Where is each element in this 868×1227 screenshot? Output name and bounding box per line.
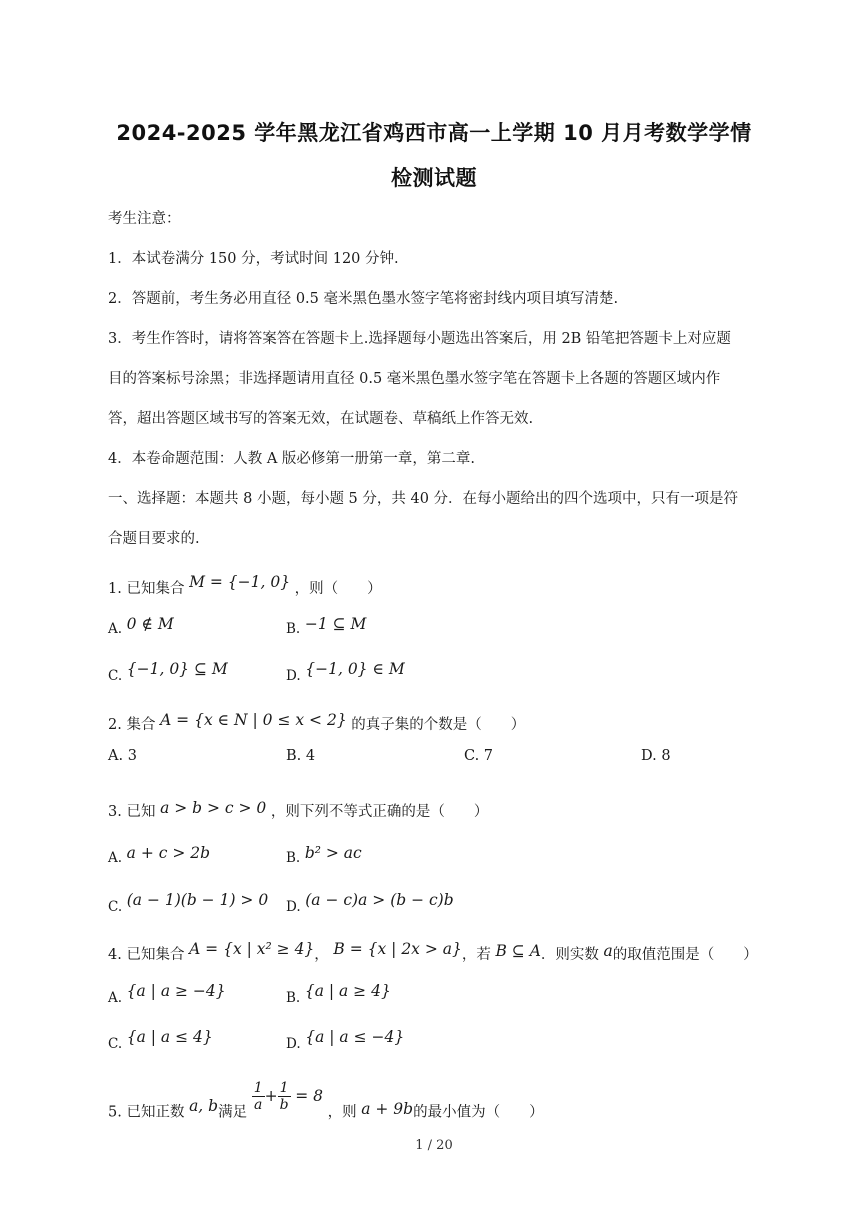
- notice-item-3-cont2: 答，超出答题区域书写的答案无效，在试题卷、草稿纸上作答无效.: [108, 411, 534, 427]
- q3-option-c: C. (a − 1)(b − 1) > 0: [108, 891, 269, 915]
- q1-option-b: B. −1 ⊆ M: [286, 615, 367, 637]
- section-heading-line2: 合题目要求的.: [108, 531, 200, 547]
- q3-option-a: A. a + c > 2b: [108, 844, 211, 866]
- q4-option-c: C. {a | a ≤ 4}: [108, 1028, 213, 1052]
- notice-item-3: 3．考生作答时，请将答案答在答题卡上.选择题每小题选出答案后，用 2B 铅笔把答题卡上对应题: [108, 331, 731, 347]
- q3-option-b: B. b² > ac: [286, 844, 362, 866]
- q4-option-a: A. {a | a ≥ −4}: [108, 982, 226, 1006]
- q2-option-b: B. 4: [286, 748, 316, 764]
- q2-option-d: D. 8: [641, 748, 671, 764]
- question-2-stem: 2. 集合 A = {x ∈ N | 0 ≤ x < 2} 的真子集的个数是（ ）: [108, 711, 526, 733]
- q2-math: A = {x ∈ N | 0 ≤ x < 2}: [160, 711, 347, 729]
- q1-option-c: C. {−1, 0} ⊆ M: [108, 660, 228, 684]
- q3-option-d: D. (a − c)a > (b − c)b: [286, 891, 454, 915]
- q2-option-c: C. 7: [464, 748, 494, 764]
- q1-pre: 1. 已知集合: [108, 581, 185, 597]
- section-heading-line1: 一、选择题：本题共 8 小题，每小题 5 分，共 40 分．在每小题给出的四个选项中，只有一项是符: [108, 491, 739, 507]
- q1-option-a: A. 0 ∉ M: [108, 615, 174, 637]
- notice-item-3-cont: 目的答案标号涂黑；非选择题请用直径 0.5 毫米黑色墨水签字笔在答题卡上各题的答题区域内作: [108, 371, 721, 387]
- q1-math: M = {−1, 0}: [189, 573, 291, 591]
- question-3-stem: 3. 已知 a > b > c > 0 ，则下列不等式正确的是（ ）: [108, 799, 489, 820]
- q4-option-d: D. {a | a ≤ −4}: [286, 1028, 405, 1052]
- q2-option-a: A. 3: [108, 748, 137, 764]
- q1-option-d: D. {−1, 0} ∈ M: [286, 660, 405, 684]
- question-1-stem: [108, 573, 382, 599]
- question-4-stem: 4. 已知集合 A = {x | x² ≥ 4}， B = {x | 2x > a}，若 B ⊆ A．则实数 a的取值范围是（ ）: [108, 940, 758, 963]
- q3-math: a > b > c > 0: [160, 799, 267, 817]
- notice-item-2: 2．答题前，考生务必用直径 0.5 毫米黑色墨水签字笔将密封线内项目填写清楚.: [108, 291, 619, 307]
- notice-heading: 考生注意：: [108, 211, 181, 227]
- page-number: 1 / 20: [415, 1138, 453, 1153]
- question-5-stem: 5. 已知正数 a, b满足 $\frac{1}{a}$ + $\frac{1}{b}$ = 8 ，则 a + 9b的最小值为（ ）: [108, 1080, 544, 1121]
- doc-title-line1: 2024-2025 学年黑龙江省鸡西市高一上学期 10 月月考数学学情: [116, 121, 752, 145]
- q5-condition: $\frac{1}{a}$ + $\frac{1}{b}$ = 8: [253, 1080, 323, 1113]
- notice-item-1: 1．本试卷满分 150 分，考试时间 120 分钟.: [108, 251, 399, 267]
- notice-item-4: 4．本卷命题范围：人教 A 版必修第一册第一章，第二章.: [108, 451, 476, 467]
- q1-post: ，则（ ）: [294, 581, 382, 597]
- doc-title-line2: 检测试题: [391, 166, 477, 190]
- q4-option-b: B. {a | a ≥ 4}: [286, 982, 391, 1006]
